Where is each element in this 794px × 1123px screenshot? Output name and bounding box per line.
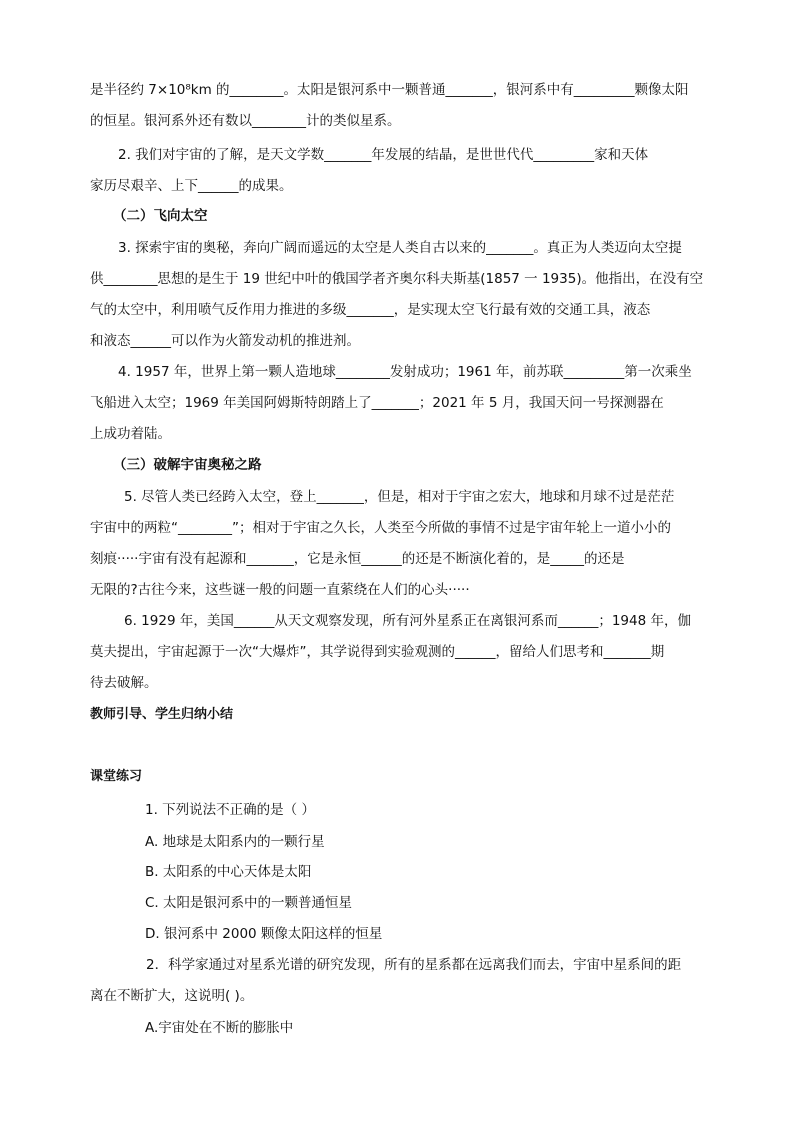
paragraph-3-line-3: 气的太空中，利用喷气反作用力推进的多级_______，是实现太空飞行最有效的交通工具，液态	[90, 302, 651, 318]
paragraph-2-line-2: 家历尽艰辛、上下______的成果。	[90, 178, 293, 194]
paragraph-2	[90, 140, 714, 202]
question-2-line-1: 2．科学家通过对星系光谱的研究发现，所有的星系都在远离我们而去，宇宙中星系间的距	[146, 957, 682, 973]
question-1-stem: 1. 下列说法不正确的是（ ）	[145, 802, 315, 818]
question-2-line-2: 离在不断扩大，这说明( )。	[90, 988, 254, 1004]
paragraph-6	[90, 606, 714, 699]
paragraph-4-line-2: 飞船进入太空；1969 年美国阿姆斯特朗踏上了_______；2021 年 5 月，我国天问一号探测器在	[90, 395, 664, 411]
section-heading-universe-mystery: （三）破解宇宙奥秘之路	[113, 457, 262, 473]
question-2	[90, 950, 714, 1012]
question-2-option-a: A.宇宙处在不断的膨胀中	[145, 1020, 294, 1036]
paragraph-3-line-1: 3. 探索宇宙的奥秘，奔向广阔而遥远的太空是人类自古以来的_______。真正为人类迈向太空提	[118, 240, 682, 256]
paragraph-1	[90, 75, 714, 137]
paragraph-3	[90, 233, 714, 357]
question-1-option-d: D. 银河系中 2000 颗像太阳这样的恒星	[145, 926, 383, 942]
paragraph-5-line-1: 5. 尽管人类已经跨入太空，登上_______，但是，相对于宇宙之宏大，地球和月球不过是茫茫	[124, 489, 675, 505]
paragraph-6-line-1: 6. 1929 年，美国______从天文观察发现，所有河外星系正在离银河系而______；1948 年，伽	[124, 613, 691, 629]
paragraph-5-line-4: 无限的?古往今来，这些谜一般的问题一直萦绕在人们的心头·····	[90, 582, 470, 598]
paragraph-5-line-2: 宇宙中的两粒“________”；相对于宇宙之久长，人类至今所做的事情不过是宇宙年轮上一道小小的	[90, 520, 671, 536]
paragraph-5	[90, 482, 714, 606]
paragraph-3-line-4: 和液态______可以作为火箭发动机的推进剂。	[90, 333, 360, 349]
paragraph-4	[90, 357, 714, 450]
question-1-option-c: C. 太阳是银河系中的一颗普通恒星	[145, 895, 353, 911]
practice-heading: 课堂练习	[90, 769, 143, 784]
question-1-option-a: A. 地球是太阳系内的一颗行星	[145, 834, 325, 850]
paragraph-6-line-3: 待去破解。	[90, 675, 158, 691]
section-heading-fly-to-space: （二）飞向太空	[113, 208, 208, 224]
paragraph-4-line-3: 上成功着陆。	[90, 426, 171, 442]
paragraph-5-line-3: 刻痕·····宇宙有没有起源和_______，它是永恒______的还是不断演化着的，是_____的还是	[90, 551, 625, 567]
paragraph-6-line-2: 莫夫提出，宇宙起源于一次“大爆炸”，其学说得到实验观测的______，留给人们思考和_______期	[90, 644, 665, 660]
paragraph-4-line-1: 4. 1957 年，世界上第一颗人造地球________发射成功；1961 年，前苏联_________第一次乘坐	[118, 364, 692, 380]
paragraph-1-line-1: 是半径约 7×10⁸km 的________。太阳是银河系中一颗普通_______，银河系中有_________颗像太阳	[90, 82, 689, 98]
question-1-option-b: B. 太阳系的中心天体是太阳	[145, 864, 312, 880]
paragraph-1-line-2: 的恒星。银河系外还有数以________计的类似星系。	[90, 113, 401, 129]
teacher-guide-heading: 教师引导、学生归纳小结	[90, 707, 234, 722]
paragraph-2-line-1: 2. 我们对宇宙的了解，是天文学数_______年发展的结晶，是世世代代_________家和天体	[118, 147, 649, 163]
paragraph-3-line-2: 供________思想的是生于 19 世纪中叶的俄国学者齐奥尔科夫斯基(1857 一 1935)。他指出，在没有空	[90, 271, 704, 287]
